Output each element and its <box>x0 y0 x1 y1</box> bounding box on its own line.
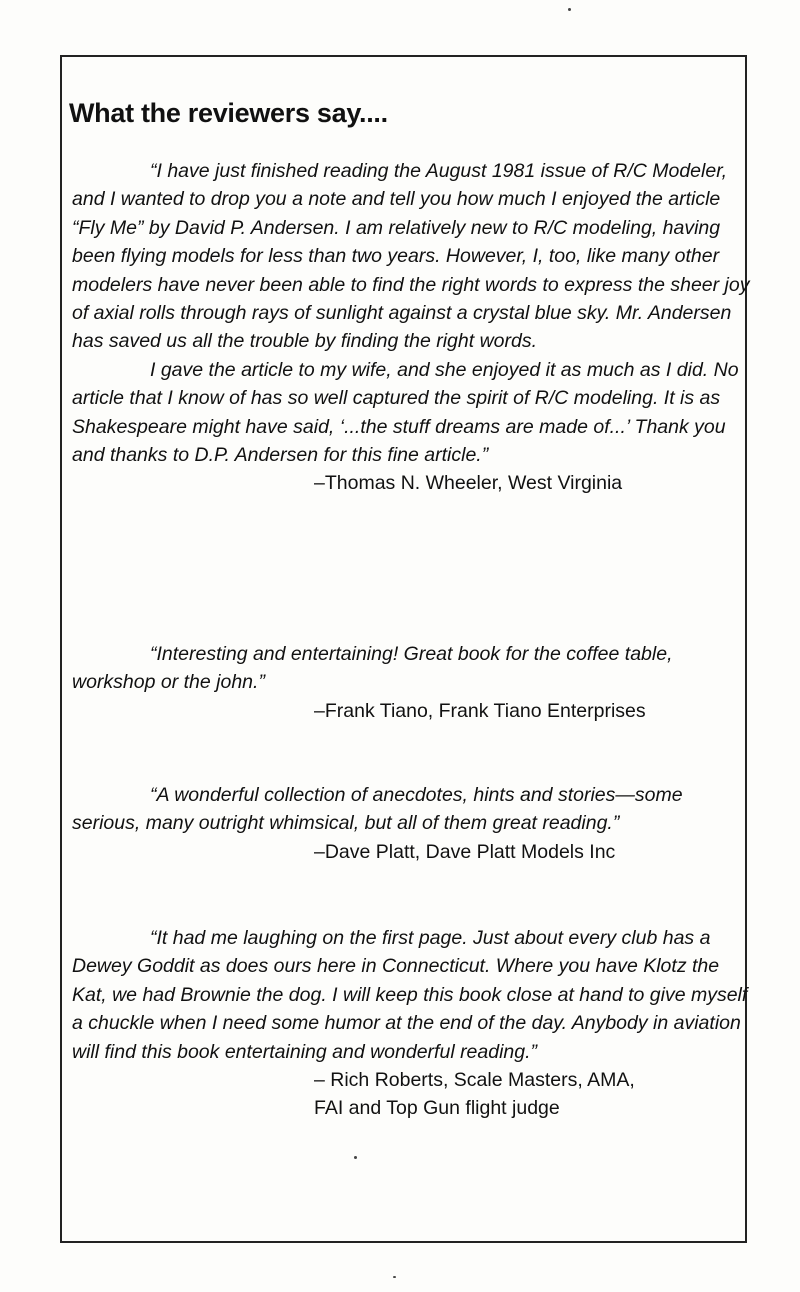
page-heading: What the reviewers say.... <box>69 98 388 128</box>
scan-speck <box>354 1156 357 1159</box>
review-roberts-attribution-line-1: – Rich Roberts, Scale Masters, AMA, <box>314 1069 635 1092</box>
review-roberts <box>72 924 752 1123</box>
review-tiano-attribution: –Frank Tiano, Frank Tiano Enterprises <box>314 699 646 722</box>
review-tiano-quote: “Interesting and entertaining! Great book for the coffee table, workshop or the john.” <box>72 643 673 694</box>
review-wheeler-paragraph-1: “I have just finished reading the August 1981 issue of R/C Modeler, and I wanted to drop you a note and tell you how much I enjoyed the article “Fly Me” by David P. Andersen. I am relatively new to R/C modeling, having been flying models for less than two years. However, I, too, like many other modelers have never been able to find the right words to express the sheer joy of axial rolls through rays of sunlight against a crystal blue sky. Mr. Andersen has saved us all the trouble by finding the right words. <box>72 160 750 353</box>
review-platt-quote: “A wonderful collection of anecdotes, hints and stories—some serious, many outright whimsical, but all of them great reading.” <box>72 784 683 835</box>
review-wheeler-paragraph-2: I gave the article to my wife, and she enjoyed it as much as I did. No article that I know of has so well captured the spirit of R/C modeling. It is as Shakespeare might have said, ‘...the stuff dreams are made of...’ Thank you and thanks to D.P. Andersen for this fine article.” <box>72 358 739 467</box>
review-roberts-attribution-line-2: FAI and Top Gun flight judge <box>314 1097 560 1120</box>
review-wheeler-attribution: –Thomas N. Wheeler, West Virginia <box>314 472 623 495</box>
scan-speck <box>393 1276 396 1278</box>
review-roberts-quote: “It had me laughing on the first page. Just about every club has a Dewey Goddit as does ours here in Connecticut. Where you have Klotz the Kat, we had Brownie the dog. I will keep this book close at hand to give myself a chuckle when I need some humor at the end of the day. Anybody in aviation will find this book entertaining and wonderful reading.” <box>72 927 748 1063</box>
scan-speck <box>568 8 571 11</box>
review-platt <box>72 781 752 866</box>
review-tiano <box>72 640 752 725</box>
review-platt-attribution: –Dave Platt, Dave Platt Models Inc <box>314 840 616 863</box>
review-wheeler <box>72 157 752 498</box>
